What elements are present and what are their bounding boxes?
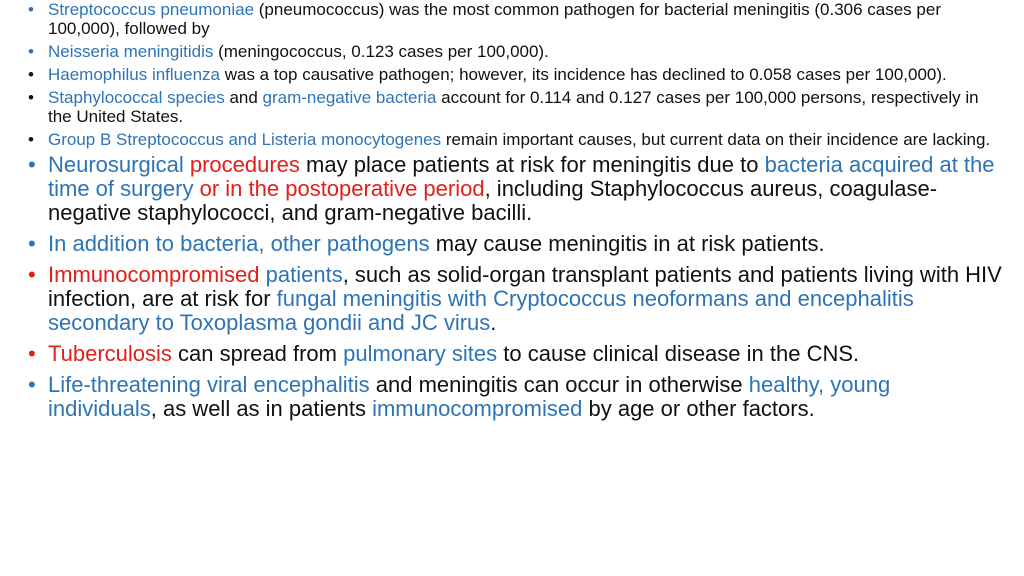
highlighted-term: or in the postoperative period xyxy=(193,176,485,201)
bullet-text: may place patients at risk for meningitis due to xyxy=(299,152,765,177)
highlighted-term: healthy, young individuals xyxy=(48,372,891,421)
bullet-marker: • xyxy=(28,0,34,19)
highlighted-term: Haemophilus influenza xyxy=(48,65,220,84)
highlighted-term: gram-negative bacteria xyxy=(262,88,437,107)
bullet-item xyxy=(28,153,1004,225)
highlighted-term: patients xyxy=(265,262,343,287)
bullet-item xyxy=(28,88,1004,126)
highlighted-term: immunocompromised xyxy=(372,396,583,421)
bullet-text: and meningitis can occur in otherwise xyxy=(369,372,749,397)
highlighted-term: fungal meningitis with Cryptococcus neoformans and encephalitis secondary to Toxoplasma gondii and JC virus xyxy=(48,286,914,335)
bullet-text: , including Staphylococcus aureus, coagulase-negative staphylococci, and gram-negative bacilli. xyxy=(48,176,938,225)
bullet-marker: • xyxy=(28,341,36,366)
bullet-text: may cause meningitis in at risk patients. xyxy=(429,231,825,256)
bullet-text: , such as solid-organ transplant patients and patients living with HIV infection, are at risk for xyxy=(48,262,1002,311)
bullet-item xyxy=(28,65,1004,84)
bullet-item xyxy=(28,42,1004,61)
highlighted-term: Neisseria meningitidis xyxy=(48,42,214,61)
highlighted-term: Immunocompromised xyxy=(48,262,260,287)
bullet-text: was a top causative pathogen; however, its incidence has declined to 0.058 cases per 100,000). xyxy=(220,65,947,84)
bullet-text: , as well as in patients xyxy=(150,396,373,421)
highlighted-term: pulmonary sites xyxy=(343,341,498,366)
highlighted-term: In addition to bacteria, other pathogens xyxy=(48,231,430,256)
highlighted-term: procedures xyxy=(189,152,300,177)
highlighted-term: Tuberculosis xyxy=(48,341,172,366)
bullet-text: can spread from xyxy=(171,341,344,366)
bullet-item xyxy=(28,0,1004,38)
bullet-text: . xyxy=(490,310,497,335)
bullet-marker: • xyxy=(28,130,34,149)
bullet-item xyxy=(28,130,1004,149)
highlighted-term: Neurosurgical xyxy=(48,152,190,177)
bullet-text: to cause clinical disease in the CNS. xyxy=(497,341,860,366)
bullet-text: and xyxy=(224,88,263,107)
bullet-marker: • xyxy=(28,262,36,287)
bullet-marker: • xyxy=(28,88,34,107)
bullet-item xyxy=(28,263,1004,335)
highlighted-term: bacteria acquired at the time of surgery xyxy=(48,152,995,201)
bullet-text: (meningococcus, 0.123 cases per 100,000). xyxy=(213,42,549,61)
bullet-marker: • xyxy=(28,42,34,61)
highlighted-term: Staphylococcal species xyxy=(48,88,225,107)
highlighted-term: Life-threatening viral encephalitis xyxy=(48,372,370,397)
bullet-item xyxy=(28,342,1004,366)
bullet-list xyxy=(28,0,1004,428)
bullet-marker: • xyxy=(28,152,36,177)
bullet-text: by age or other factors. xyxy=(582,396,815,421)
bullet-text: account for 0.114 and 0.127 cases per 100,000 persons, respectively in the United States. xyxy=(48,88,979,126)
bullet-marker: • xyxy=(28,65,34,84)
bullet-marker: • xyxy=(28,231,36,256)
bullet-item xyxy=(28,232,1004,256)
highlighted-term: Group B Streptococcus and Listeria monocytogenes xyxy=(48,130,442,149)
bullet-item xyxy=(28,373,1004,421)
bullet-marker: • xyxy=(28,372,36,397)
highlighted-term: Streptococcus pneumoniae xyxy=(48,0,255,19)
bullet-text: (pneumococcus) was the most common pathogen for bacterial meningitis (0.306 cases per 100,000), followed by xyxy=(48,0,941,38)
bullet-text: remain important causes, but current data on their incidence are lacking. xyxy=(441,130,991,149)
